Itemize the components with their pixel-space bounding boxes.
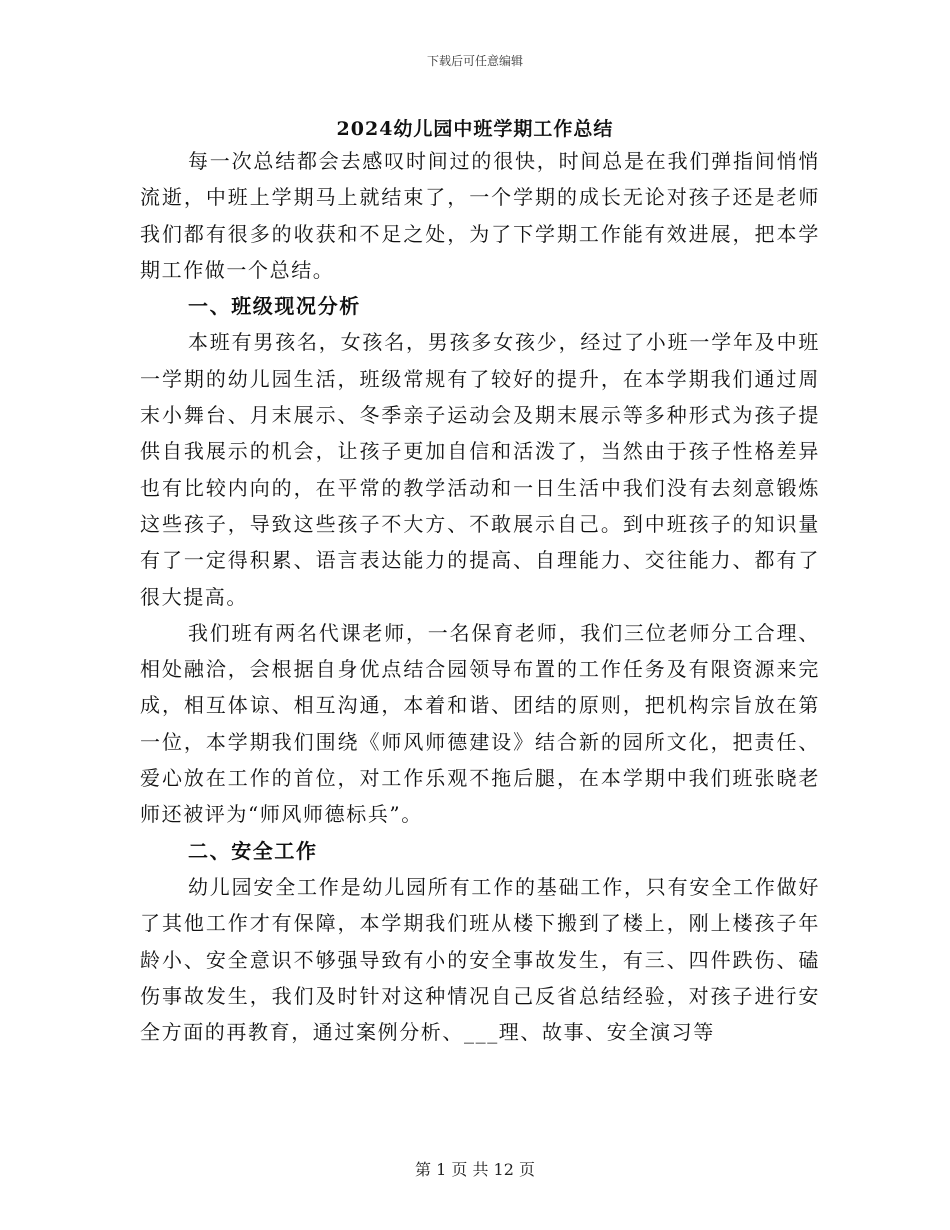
paragraph-safety: 幼儿园安全工作是幼儿园所有工作的基础工作，只有安全工作做好了其他工作才有保障，本学期我们班从楼下搬到了楼上，刚上楼孩子年龄小、安全意识不够强导致有小的安全事故发生，有三、四件跌伤、磕伤事故发生，我们及时针对这种情况自己反省总结经验，对孩子进行安全方面的再教育，通过案例分析、___理、故事、安全演习等 [140,874,820,1045]
section-heading-class-analysis: 一、班级现况分析 [188,294,361,319]
paragraph-class-analysis: 本班有男孩名，女孩名，男孩多女孩少，经过了小班一学年及中班一学期的幼儿园生活，班级常规有了较好的提升，在本学期我们通过周末小舞台、月末展示、冬季亲子运动会及期末展示等多种形式为孩子提供自我展示的机会，让孩子更加自信和活泼了，当然由于孩子性格差异也有比较内向的，在平常的教学活动和一日生活中我们没有去刻意锻炼这些孩子，导致这些孩子不大方、不敢展示自己。到中班孩子的知识量有了一定得积累、语言表达能力的提高、自理能力、交往能力、都有了很大提高。 [140,330,820,609]
section-heading-safety: 二、安全工作 [188,838,318,863]
page-header-note: 下载后可任意编辑 [426,54,523,68]
paragraph-intro: 每一次总结都会去感叹时间过的很快，时间总是在我们弹指间悄悄流逝，中班上学期马上就结束了，一个学期的成长无论对孩子还是老师我们都有很多的收获和不足之处，为了下学期工作能有效进展，把本学期工作做一个总结。 [140,149,820,282]
page-footer-number: 第 1 页 共 12 页 [415,1160,535,1179]
document-body [140,143,820,1050]
paragraph-teachers: 我们班有两名代课老师，一名保育老师，我们三位老师分工合理、相处融洽，会根据自身优点结合园领导布置的工作任务及有限资源来完成，相互体谅、相互沟通，本着和谐、团结的原则，把机构宗旨放在第一位，本学期我们围绕《师风师德建设》结合新的园所文化，把责任、爱心放在工作的首位，对工作乐观不拖后腿，在本学期中我们班张晓老师还被评为“师风师德标兵”。 [140,620,820,827]
document-title: 2024幼儿园中班学期工作总结 [336,118,614,140]
